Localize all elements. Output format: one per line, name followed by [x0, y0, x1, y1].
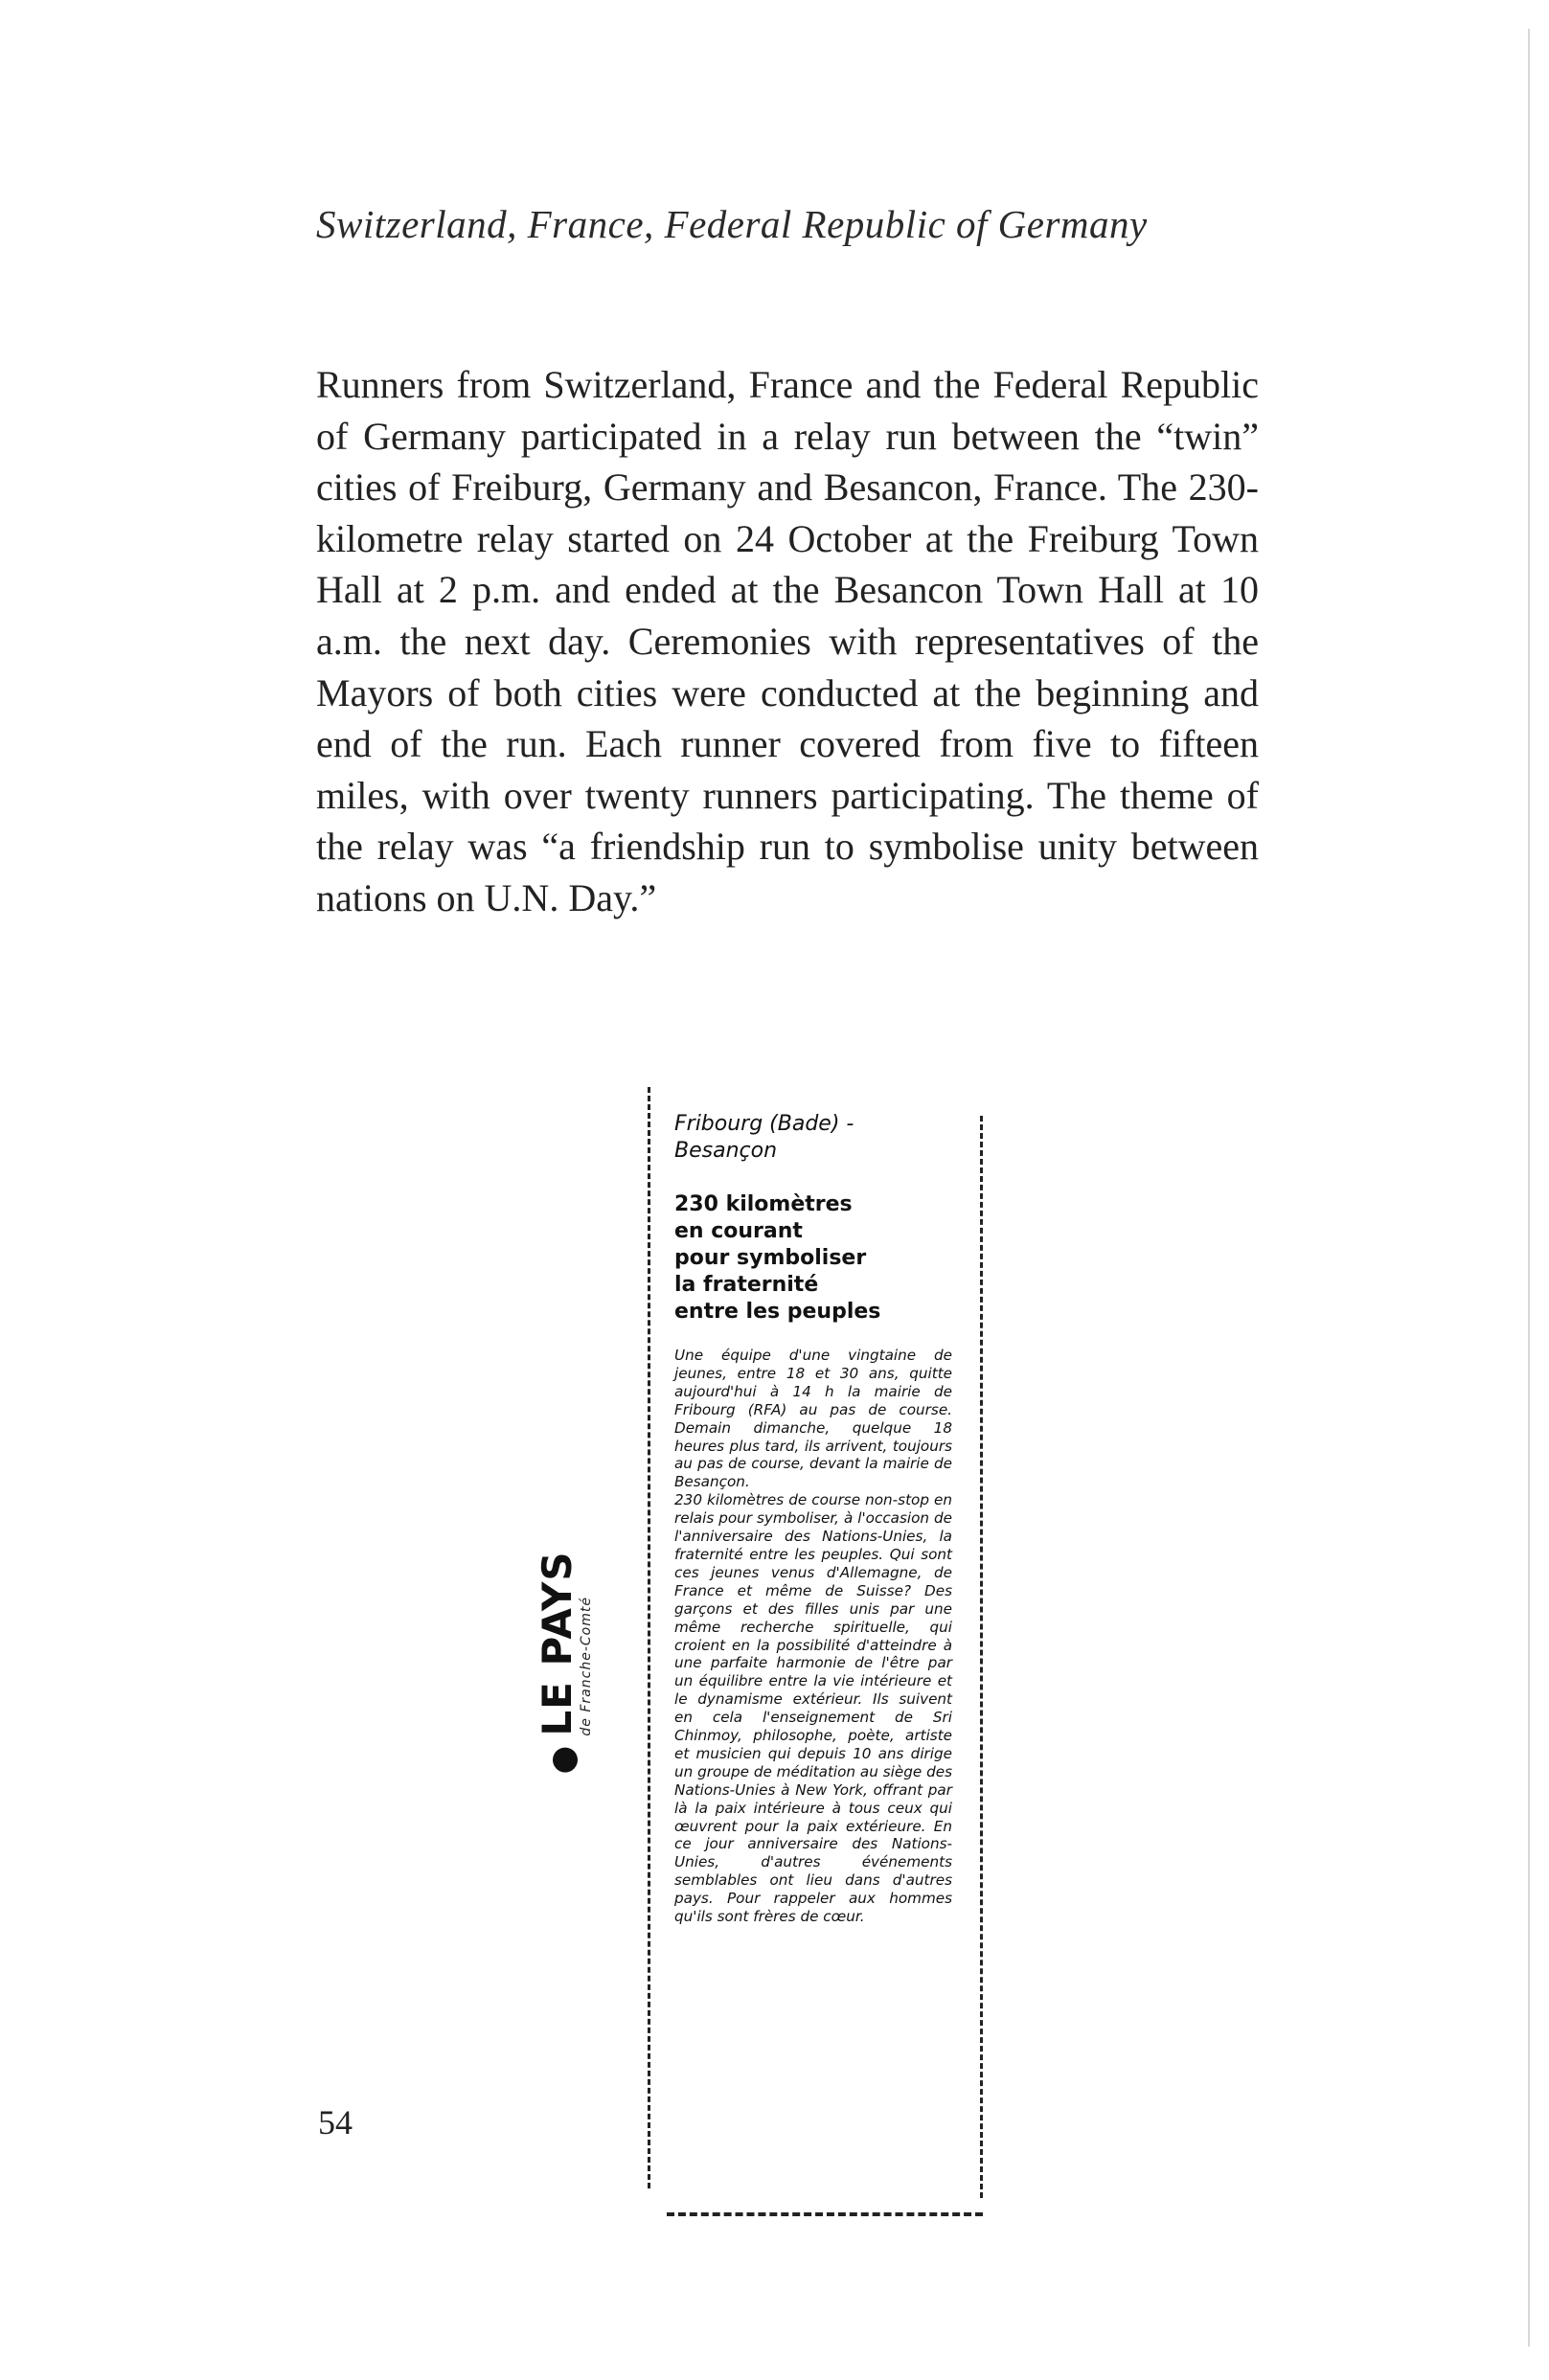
masthead-title: LE PAYS: [534, 1551, 581, 1736]
clipping-content: [674, 1111, 952, 1926]
clipping-cut-line-left: [648, 1087, 652, 2188]
masthead-dot-icon: [553, 1748, 578, 1773]
newspaper-clipping: [648, 1087, 983, 2208]
clipping-headline: 230 kilomètres en courant pour symboliser la fraternité entre les peuples: [674, 1192, 881, 1324]
body-paragraph: Runners from Switzerland, France and the Federal Republic of Germany participated in a relay run between the “twin” cities of Freiburg, Germany and Besancon, France. The 230-kilometre relay started on 24 October at the Freiburg Town Hall at 2 p.m. and ended at the Besancon Town Hall at 10 a.m. the next day. Ceremonies with representatives of the Mayors of both cities were conducted at the beginning and end of the run. Each runner covered from five to fifteen miles, with over twenty runners participating. The theme of the relay was “a friendship run to symbolise unity between nations on U.N. Day.”: [316, 363, 1259, 919]
clipping-dateline: Fribourg (Bade) - Besançon: [674, 1112, 854, 1163]
clipping-body: Une équipe d'une vingtaine de jeunes, entre 18 et 30 ans, quitte aujourd'hui à 14 h la mairie de Fribourg (RFA) au pas de course. Demain dimanche, quelque 18 heures plus tard, ils arrivent, toujours au pas de course, devant la mairie de Besançon. 230 kilomètres de course non-stop en relais pour symboliser, à l'occasion de l'anniversaire des Nations-Unies, la fraternité entre les peuples. Qui sont ces jeunes venus d'Allemagne, de France et même de Suisse? Des garçons et des filles unis par une même recherche spirituelle, qui croient en la possibilité d'atteindre à une parfaite harmonie de l'être par un équilibre entre la vie intérieure et le dynamisme extérieur. Ils suivent en cela l'enseignement de Sri Chinmoy, philosophe, poète, artiste et musicien qui depuis 10 ans dirige un groupe de méditation au siège des Nations-Unies à New York, offrant par là la paix intérieure à tous ceux qui œuvrent pour la paix extérieure. En ce jour anniversaire des Nations-Unies, d'autres événements semblables ont lieu dans d'autres pays. Pour rappeler aux hommes qu'ils sont frères de cœur.: [674, 1347, 952, 1926]
page-edge: [1528, 29, 1530, 2346]
page-number: 54: [318, 2103, 353, 2142]
section-heading: Switzerland, France, Federal Republic of Germany: [316, 202, 1148, 246]
clipping-cut-line-right: [978, 1116, 983, 2198]
masthead-subtitle: de Franche-Comté: [579, 1597, 594, 1736]
newspaper-masthead: [508, 1542, 623, 1781]
clipping-cut-line-bottom: [667, 2212, 983, 2216]
